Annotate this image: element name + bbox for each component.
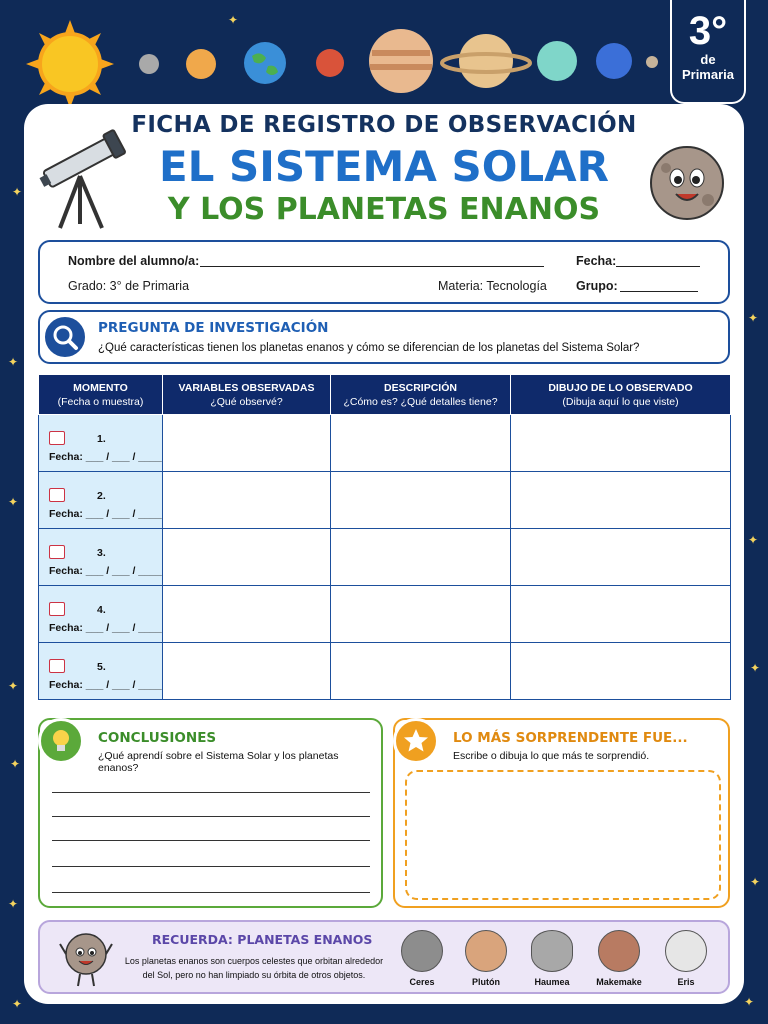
star-icon: ✦	[748, 311, 759, 325]
surprise-answer-area[interactable]	[405, 770, 721, 900]
star-icon: ✦	[744, 995, 755, 1009]
column-header-moment: MOMENTO (Fecha o muestra)	[39, 375, 163, 415]
name-field-label: Nombre del alumno/a:	[68, 254, 200, 268]
calendar-icon	[49, 659, 65, 673]
lightbulb-icon	[38, 718, 84, 764]
observation-table	[38, 374, 731, 700]
drawing-cell[interactable]	[511, 415, 731, 472]
haumea-icon	[531, 930, 573, 972]
variables-cell[interactable]	[163, 472, 331, 529]
makemake-icon	[598, 930, 640, 972]
calendar-icon	[49, 545, 65, 559]
worksheet-subtitle: FICHA DE REGISTRO DE OBSERVACIÓN	[131, 112, 637, 138]
student-info-box	[38, 240, 730, 304]
star-badge-icon	[393, 718, 439, 764]
calendar-icon	[49, 602, 65, 616]
surprise-title: LO MÁS SORPRENDENTE FUE...	[453, 730, 688, 746]
star-icon: ✦	[228, 13, 239, 27]
grade-line1: de	[700, 52, 716, 67]
writing-line[interactable]	[52, 816, 370, 817]
grade-line2: Primaria	[681, 67, 735, 82]
description-cell[interactable]	[331, 472, 511, 529]
dwarf-planet-makemake: Makemake	[593, 930, 645, 987]
surprise-box	[393, 718, 730, 908]
research-question-title: PREGUNTA DE INVESTIGACIÓN	[98, 320, 329, 336]
research-question-text: ¿Qué características tienen los planetas enanos y cómo se diferencian de los planetas del Sistema Solar?	[98, 342, 640, 354]
variables-cell[interactable]	[163, 415, 331, 472]
star-icon: ✦	[8, 495, 19, 509]
remember-text: Los planetas enanos son cuerpos celestes que orbitan alrededor del Sol, pero no han limpiado su órbita de otros objetos.	[124, 956, 384, 980]
star-icon: ✦	[12, 185, 23, 199]
grade-badge	[670, 0, 746, 104]
grade-field-label: Grado: 3° de Primaria	[68, 279, 190, 293]
conclusions-prompt: ¿Qué aprendí sobre el Sistema Solar y los planetas enanos?	[98, 750, 339, 774]
table-row	[39, 643, 731, 700]
star-icon: ✦	[750, 661, 761, 675]
moment-cell: 2. Fecha: ___ / ___ / ____	[39, 472, 163, 529]
date-field-line[interactable]	[616, 266, 700, 267]
column-header-description: DESCRIPCIÓN ¿Cómo es? ¿Qué detalles tiene?	[331, 375, 511, 415]
column-header-drawing: DIBUJO DE LO OBSERVADO (Dibuja aquí lo que viste)	[511, 375, 731, 415]
table-row	[39, 472, 731, 529]
magnifier-icon	[42, 314, 88, 360]
drawing-cell[interactable]	[511, 472, 731, 529]
name-field-line[interactable]	[200, 266, 544, 267]
dwarf-planet-mascot-icon	[58, 930, 114, 988]
table-row	[39, 586, 731, 643]
group-field-line[interactable]	[620, 291, 698, 292]
eris-icon	[665, 930, 707, 972]
variables-cell[interactable]	[163, 643, 331, 700]
moment-cell: 1. Fecha: ___ / ___ / ____	[39, 415, 163, 472]
remember-title: RECUERDA: PLANETAS ENANOS	[152, 932, 373, 947]
conclusions-box	[38, 718, 383, 908]
star-icon: ✦	[8, 897, 19, 911]
column-header-variables: VARIABLES OBSERVADAS ¿Qué observé?	[163, 375, 331, 415]
dwarf-planet-pluto: Plutón	[460, 930, 512, 987]
worksheet-title: EL SISTEMA SOLAR	[158, 142, 610, 191]
table-row	[39, 415, 731, 472]
surprise-prompt: Escribe o dibuja lo que más te sorprendió.	[453, 750, 650, 762]
research-question-box	[38, 310, 730, 364]
description-cell[interactable]	[331, 415, 511, 472]
variables-cell[interactable]	[163, 586, 331, 643]
writing-line[interactable]	[52, 840, 370, 841]
conclusions-title: CONCLUSIONES	[98, 730, 217, 746]
star-icon: ✦	[12, 997, 23, 1011]
worksheet-title-secondary: Y LOS PLANETAS ENANOS	[167, 192, 601, 227]
grade-number: 3°	[688, 9, 728, 53]
star-icon: ✦	[750, 875, 761, 889]
drawing-cell[interactable]	[511, 643, 731, 700]
group-field-label: Grupo:	[576, 279, 618, 293]
writing-line[interactable]	[52, 892, 370, 893]
dwarf-planet-eris: Eris	[660, 930, 712, 987]
pluto-icon	[465, 930, 507, 972]
description-cell[interactable]	[331, 586, 511, 643]
drawing-cell[interactable]	[511, 529, 731, 586]
dwarf-planet-ceres: Ceres	[396, 930, 448, 987]
star-icon: ✦	[8, 679, 19, 693]
subject-field-label: Materia: Tecnología	[438, 279, 547, 293]
ceres-icon	[401, 930, 443, 972]
drawing-cell[interactable]	[511, 586, 731, 643]
planets-illustration	[0, 0, 768, 110]
writing-line[interactable]	[52, 866, 370, 867]
calendar-icon	[49, 488, 65, 502]
star-icon: ✦	[8, 355, 19, 369]
writing-line[interactable]	[52, 792, 370, 793]
table-row	[39, 529, 731, 586]
star-icon: ✦	[748, 533, 759, 547]
moment-cell: 5. Fecha: ___ / ___ / ____	[39, 643, 163, 700]
description-cell[interactable]	[331, 529, 511, 586]
variables-cell[interactable]	[163, 529, 331, 586]
moment-cell: 4. Fecha: ___ / ___ / ____	[39, 586, 163, 643]
star-icon: ✦	[10, 757, 21, 771]
date-field-label: Fecha:	[576, 254, 617, 268]
dwarf-planet-haumea: Haumea	[526, 930, 578, 987]
remember-box	[38, 920, 730, 994]
moment-cell: 3. Fecha: ___ / ___ / ____	[39, 529, 163, 586]
description-cell[interactable]	[331, 643, 511, 700]
calendar-icon	[49, 431, 65, 445]
